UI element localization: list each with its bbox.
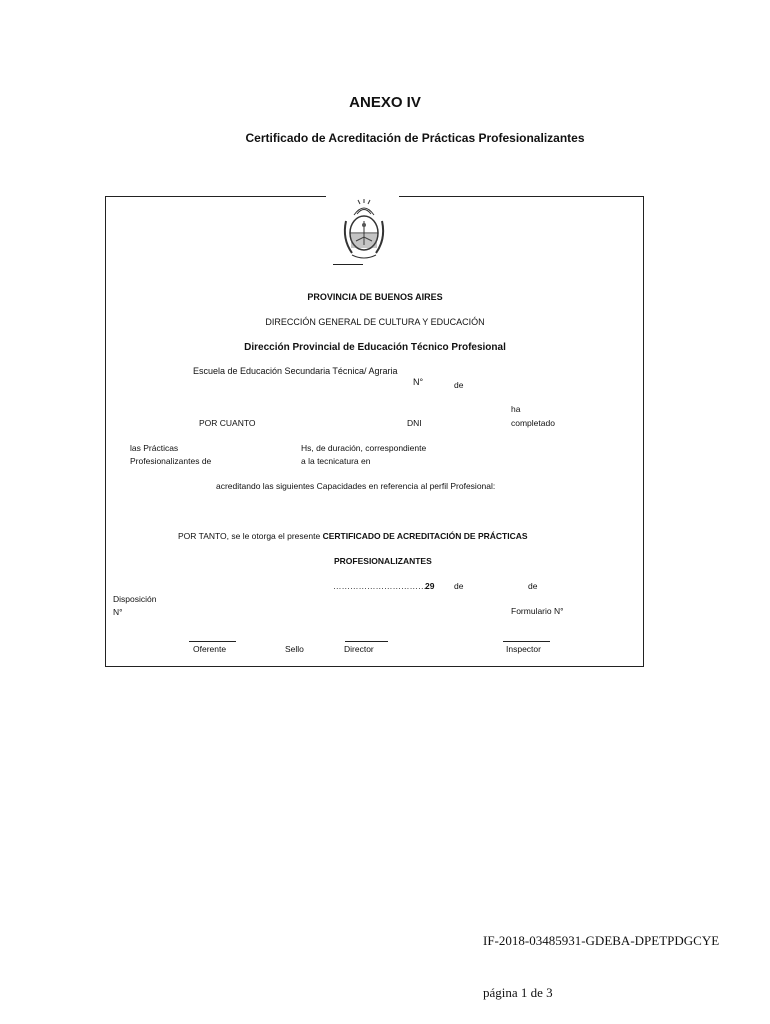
disposicion-number-label: N° [113, 607, 123, 617]
por-tanto-prefix: POR TANTO, se le otorga el presente [178, 531, 323, 541]
certificado-title: CERTIFICADO DE ACREDITACIÓN DE PRÁCTICAS [322, 531, 528, 541]
signature-inspector: Inspector [506, 644, 541, 654]
las-practicas-label: las Prácticas [130, 443, 179, 453]
profesionalizantes-de-label: Profesionalizantes de [130, 456, 212, 466]
de-label-3: de [528, 581, 538, 591]
page-subtitle: Certificado de Acreditación de Prácticas Profesionalizantes [245, 131, 585, 145]
province-heading: PROVINCIA DE BUENOS AIRES [307, 292, 443, 302]
hs-duracion-label: Hs, de duración, correspondiente [301, 443, 427, 453]
day-number: 29 [425, 581, 435, 591]
formulario-label: Formulario N° [511, 606, 564, 616]
date-dots: …………………………… [333, 581, 427, 591]
por-cuanto-label: POR CUANTO [199, 418, 256, 428]
numero-label: N° [413, 377, 424, 387]
por-tanto-text [178, 531, 528, 541]
signature-oferente: Oferente [193, 644, 227, 654]
de-label-1: de [454, 380, 464, 390]
dni-label: DNI [407, 418, 422, 428]
signature-sello: Sello [285, 644, 304, 654]
page-title: ANEXO IV [349, 94, 421, 111]
escuela-label: Escuela de Educación Secundaria Técnica/ Agraria [193, 366, 398, 376]
certificate-frame [105, 196, 644, 667]
direccion-general: DIRECCIÓN GENERAL DE CULTURA Y EDUCACIÓN [265, 317, 485, 327]
oferente-signature-line [189, 641, 236, 642]
inspector-signature-line [503, 641, 550, 642]
tecnicatura-label: a la tecnicatura en [301, 456, 371, 466]
direccion-provincial: Dirección Provincial de Educación Técnico Profesional [244, 342, 506, 353]
signature-director: Director [344, 644, 374, 654]
de-label-2: de [454, 581, 464, 591]
document-id: IF-2018-03485931-GDEBA-DPETPDGCYE [483, 933, 720, 948]
director-signature-line [345, 641, 388, 642]
completado-label: completado [511, 418, 555, 428]
seal-underline [333, 264, 363, 265]
page-number: página 1 de 3 [483, 985, 553, 1000]
ha-label: ha [511, 404, 521, 414]
profesionalizantes-text: PROFESIONALIZANTES [334, 556, 432, 566]
disposicion-label: Disposición [113, 594, 157, 604]
coat-of-arms-icon [340, 199, 388, 261]
acreditando-text: acreditando las siguientes Capacidades en referencia al perfil Profesional: [216, 481, 496, 491]
